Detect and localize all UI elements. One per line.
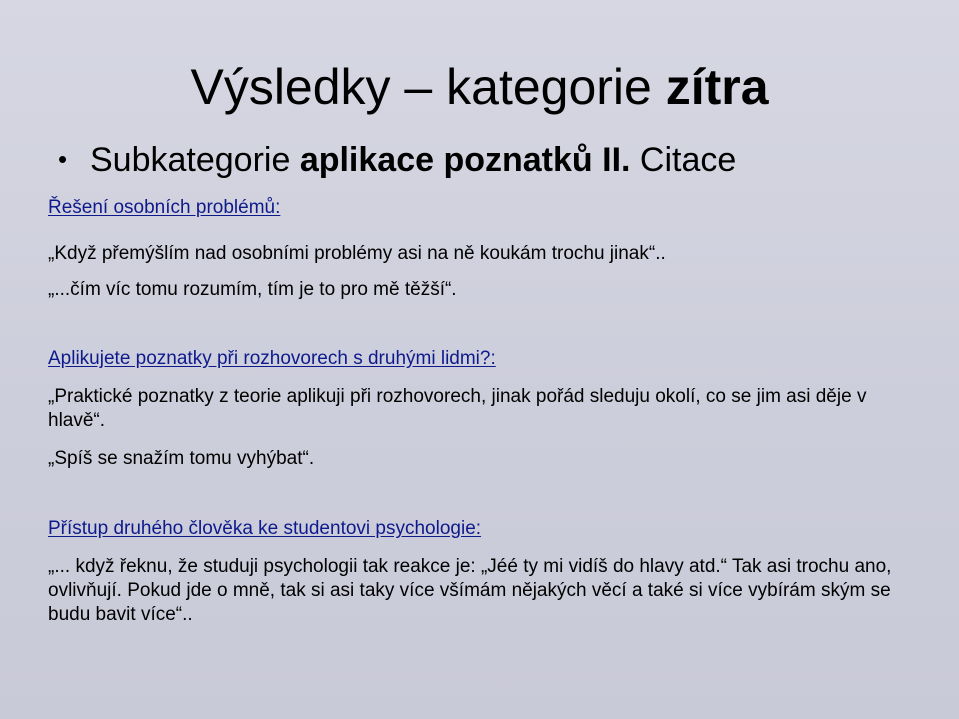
slide-title-normal: Výsledky – kategorie (190, 59, 666, 115)
quote-conversations-2: „Spíš se snažím tomu vyhýbat“. (48, 448, 315, 469)
section-heading-others-approach: Přístup druhého člověka ke studentovi psychologie: (48, 518, 482, 539)
quote-others-approach: „... když řeknu, že studuji psychologii tak reakce je: „Jéé ty mi vidíš do hlavy atd.“ Tak asi trochu ano, ovlivňují. Pokud jde o mně, tak si asi taky více všímám nějakých věcí a také si více vybírám ským se budu bavit více“.. (48, 556, 892, 625)
subcategory-bullet (58, 136, 736, 183)
bullet-text-bold: aplikace poznatků II. (299, 141, 631, 179)
quote-conversations-1: „Praktické poznatky z teorie aplikuji při rozhovorech, jinak pořád sleduju okolí, co se jim asi děje v hlavě“. (48, 386, 867, 431)
bullet-dot-icon: • (58, 144, 68, 174)
slide-content (48, 196, 918, 627)
slide-title-bold: zítra (665, 59, 769, 115)
bullet-text-normal-1: Subkategorie (90, 141, 300, 179)
bullet-text-normal-2: Citace (630, 141, 737, 179)
slide-title (0, 56, 959, 118)
quote-personal-2: „...čím víc tomu rozumím, tím je to pro mě těžší“. (48, 279, 457, 300)
section-heading-conversations: Aplikujete poznatky při rozhovorech s druhými lidmi?: (48, 348, 496, 369)
quote-personal-1: „Když přemýšlím nad osobními problémy asi na ně koukám trochu jinak“.. (48, 243, 666, 264)
section-heading-personal-problems: Řešení osobních problémů: (48, 197, 281, 218)
